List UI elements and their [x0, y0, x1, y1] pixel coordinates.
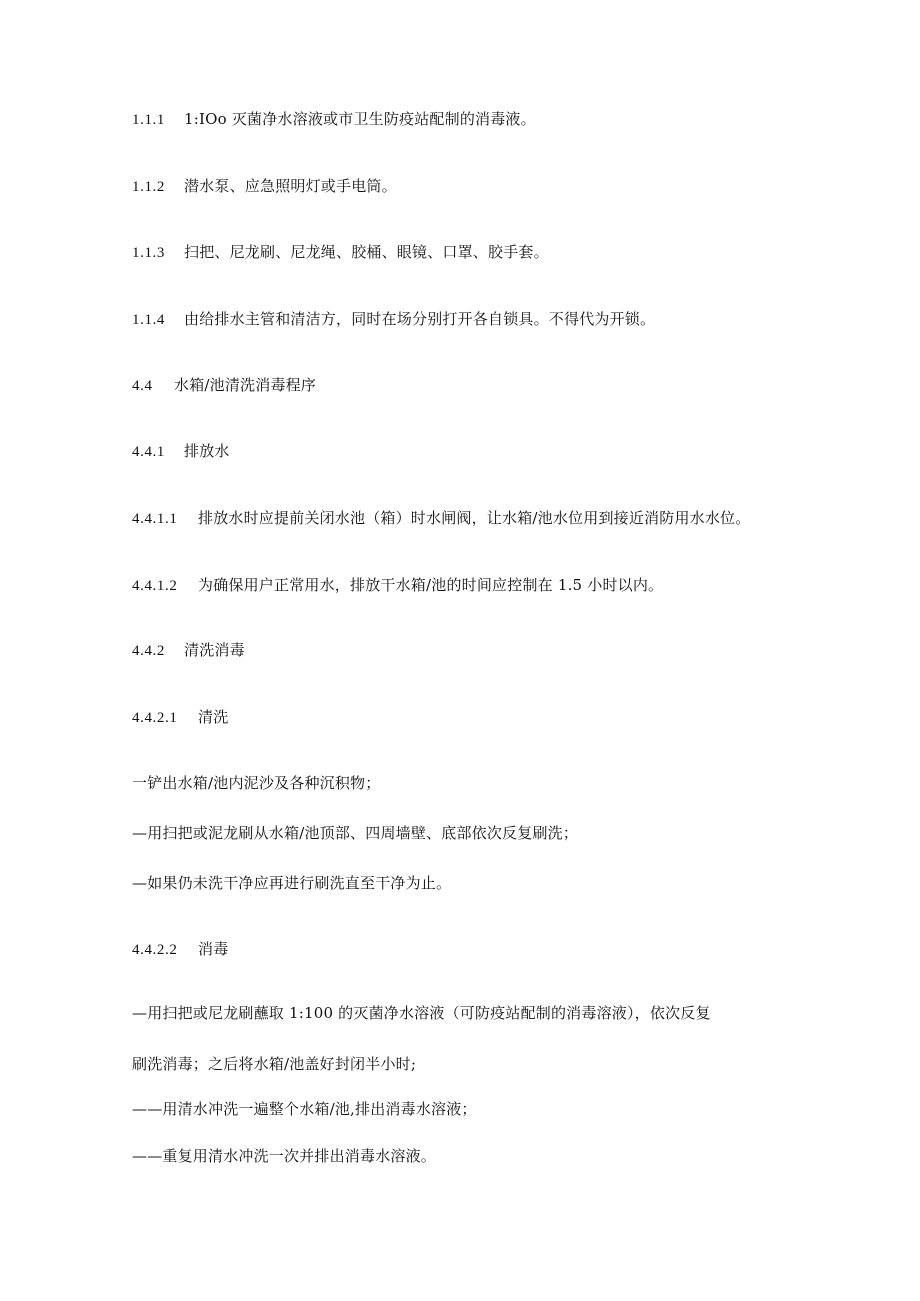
- item-text: 潜水泵、应急照明灯或手电筒。: [184, 177, 397, 195]
- subsection-heading-4-4-2-2: [132, 939, 228, 960]
- item-text: 排放水: [184, 442, 230, 460]
- bullet-text: —用扫把或尼龙刷蘸取 1:100 的灭菌净水溶液（可防疫站配制的消毒溶液），依次反复: [132, 1004, 711, 1022]
- item-4-4-1-2: [132, 575, 663, 596]
- bullet-text: —用扫把或泥龙刷从水箱/池顶部、四周墙壁、底部依次反复刷洗；: [132, 824, 579, 842]
- item-number: 4.4.2: [132, 643, 165, 659]
- item-number: 4.4.1: [132, 444, 165, 460]
- bullet-line: [132, 1146, 436, 1166]
- item-number: 4.4.1.2: [132, 578, 178, 594]
- item-text: 由给排水主管和清洁方，同时在场分别打开各自锁具。不得代为开锁。: [184, 310, 656, 328]
- item-text: 1:IOo 灭菌净水溶液或市卫生防疫站配制的消毒液。: [184, 110, 536, 128]
- item-number: 4.4.2.1: [132, 710, 178, 726]
- bullet-line: [132, 1099, 477, 1119]
- item-text: 扫把、尼龙刷、尼龙绳、胶桶、眼镜、口罩、胶手套。: [184, 243, 549, 261]
- item-text: 为确保用户正常用水，排放干水箱/池的时间应控制在 1.5 小时以内。: [198, 576, 664, 594]
- item-number: 1.1.1: [132, 112, 165, 128]
- subsection-heading-4-4-2-1: [132, 707, 228, 728]
- item-text: 清洗消毒: [184, 641, 245, 659]
- item-1-1-2: [132, 176, 397, 197]
- item-number: 1.1.3: [132, 245, 165, 261]
- item-number: 1.1.2: [132, 179, 165, 195]
- bullet-line: [132, 1003, 711, 1023]
- bullet-line: [132, 823, 578, 843]
- bullet-text: 一铲出水箱/池内泥沙及各种沉积物；: [132, 774, 381, 792]
- item-number: 4.4.1.1: [132, 511, 178, 527]
- bullet-text: ——用清水冲洗一遍整个水箱/池,排出消毒水溶液；: [132, 1100, 477, 1118]
- subsection-heading-4-4-1: [132, 441, 230, 462]
- section-heading-4-4: [132, 375, 316, 396]
- item-text: 消毒: [198, 940, 229, 958]
- item-1-1-4: [132, 309, 655, 330]
- item-text: 排放水时应提前关闭水池（箱）时水闸阀，让水箱/池水位用到接近消防用水水位。: [198, 509, 751, 527]
- item-number: 4.4: [132, 378, 153, 394]
- continuation-line: [132, 1054, 416, 1074]
- subsection-heading-4-4-2: [132, 640, 245, 661]
- item-1-1-3: [132, 242, 549, 263]
- item-text: 水箱/池清洗消毒程序: [174, 376, 317, 394]
- item-text: 清洗: [198, 708, 229, 726]
- item-1-1-1: [132, 109, 536, 130]
- bullet-text: 刷洗消毒；之后将水箱/池盖好封闭半小时;: [132, 1055, 417, 1073]
- item-number: 4.4.2.2: [132, 942, 178, 958]
- item-4-4-1-1: [132, 508, 750, 529]
- bullet-line: [132, 773, 380, 793]
- bullet-text: ——重复用清水冲洗一次并排出消毒水溶液。: [132, 1147, 437, 1165]
- item-number: 1.1.4: [132, 312, 165, 328]
- bullet-text: —如果仍未洗干净应再进行刷洗直至干净为止。: [132, 874, 452, 892]
- bullet-line: [132, 873, 451, 893]
